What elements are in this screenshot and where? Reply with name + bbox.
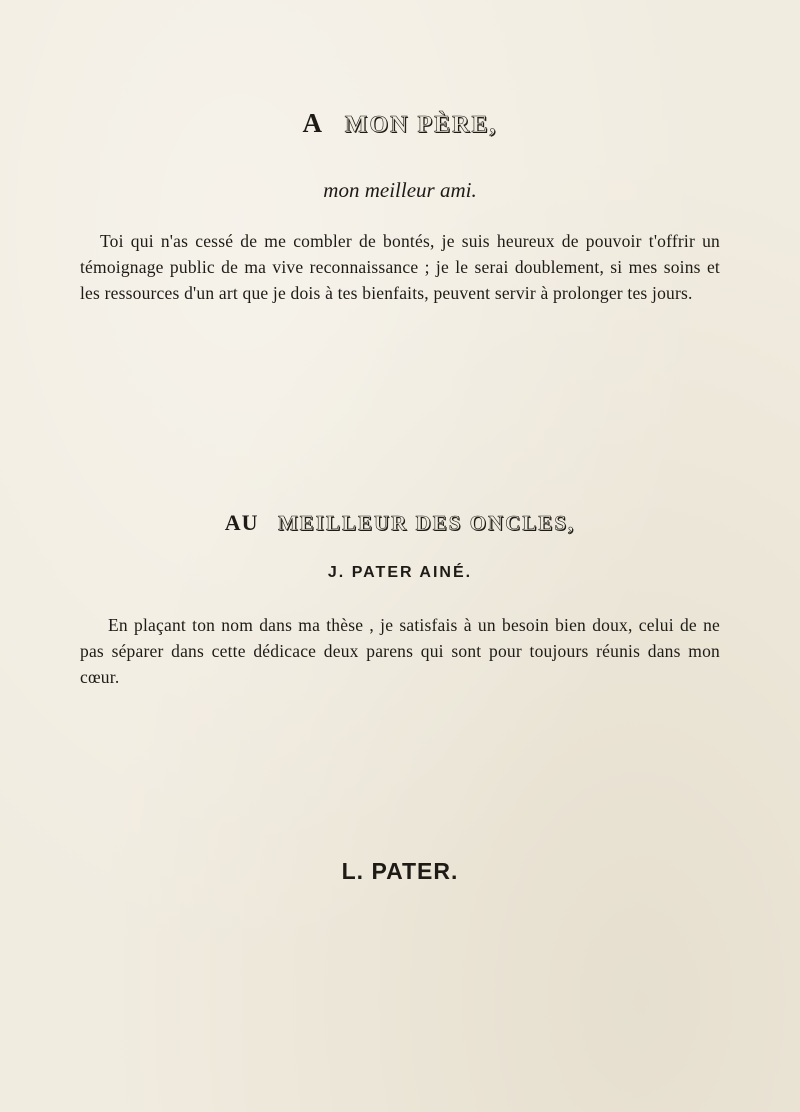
dedication-father-body: Toi qui n'as cessé de me combler de bontés, je suis heureux de pouvoir t'offrir un témoignage public de ma vive reconnaissance ; je le serai doublement, si mes soins et les ressources d'un art que je dois à tes bienfaits, peuvent servir à prolonger tes jours. [80, 231, 720, 303]
title-prefix: AU [224, 510, 259, 535]
dedication-father-title [0, 108, 800, 139]
dedication-uncle-recipient: J. PATER AINÉ. [327, 564, 473, 581]
dedication-father-subtitle: mon meilleur ami. [323, 178, 477, 202]
dedication-father-text [80, 228, 720, 306]
signature: L. PATER. [341, 858, 459, 884]
dedication-uncle-body: En plaçant ton nom dans ma thèse , je satisfais à un besoin bien doux, celui de ne pas séparer dans cette dédicace deux parens qui sont pour toujours réunis dans mon cœur. [80, 615, 720, 687]
title-ornate: MON PÈRE, [344, 112, 498, 138]
dedication-uncle-text [80, 612, 720, 690]
dedication-uncle-title [0, 510, 800, 536]
title-prefix: A [302, 108, 322, 138]
title-ornate: MEILLEUR DES ONCLES, [277, 511, 576, 535]
show-through-texture [200, 358, 620, 402]
